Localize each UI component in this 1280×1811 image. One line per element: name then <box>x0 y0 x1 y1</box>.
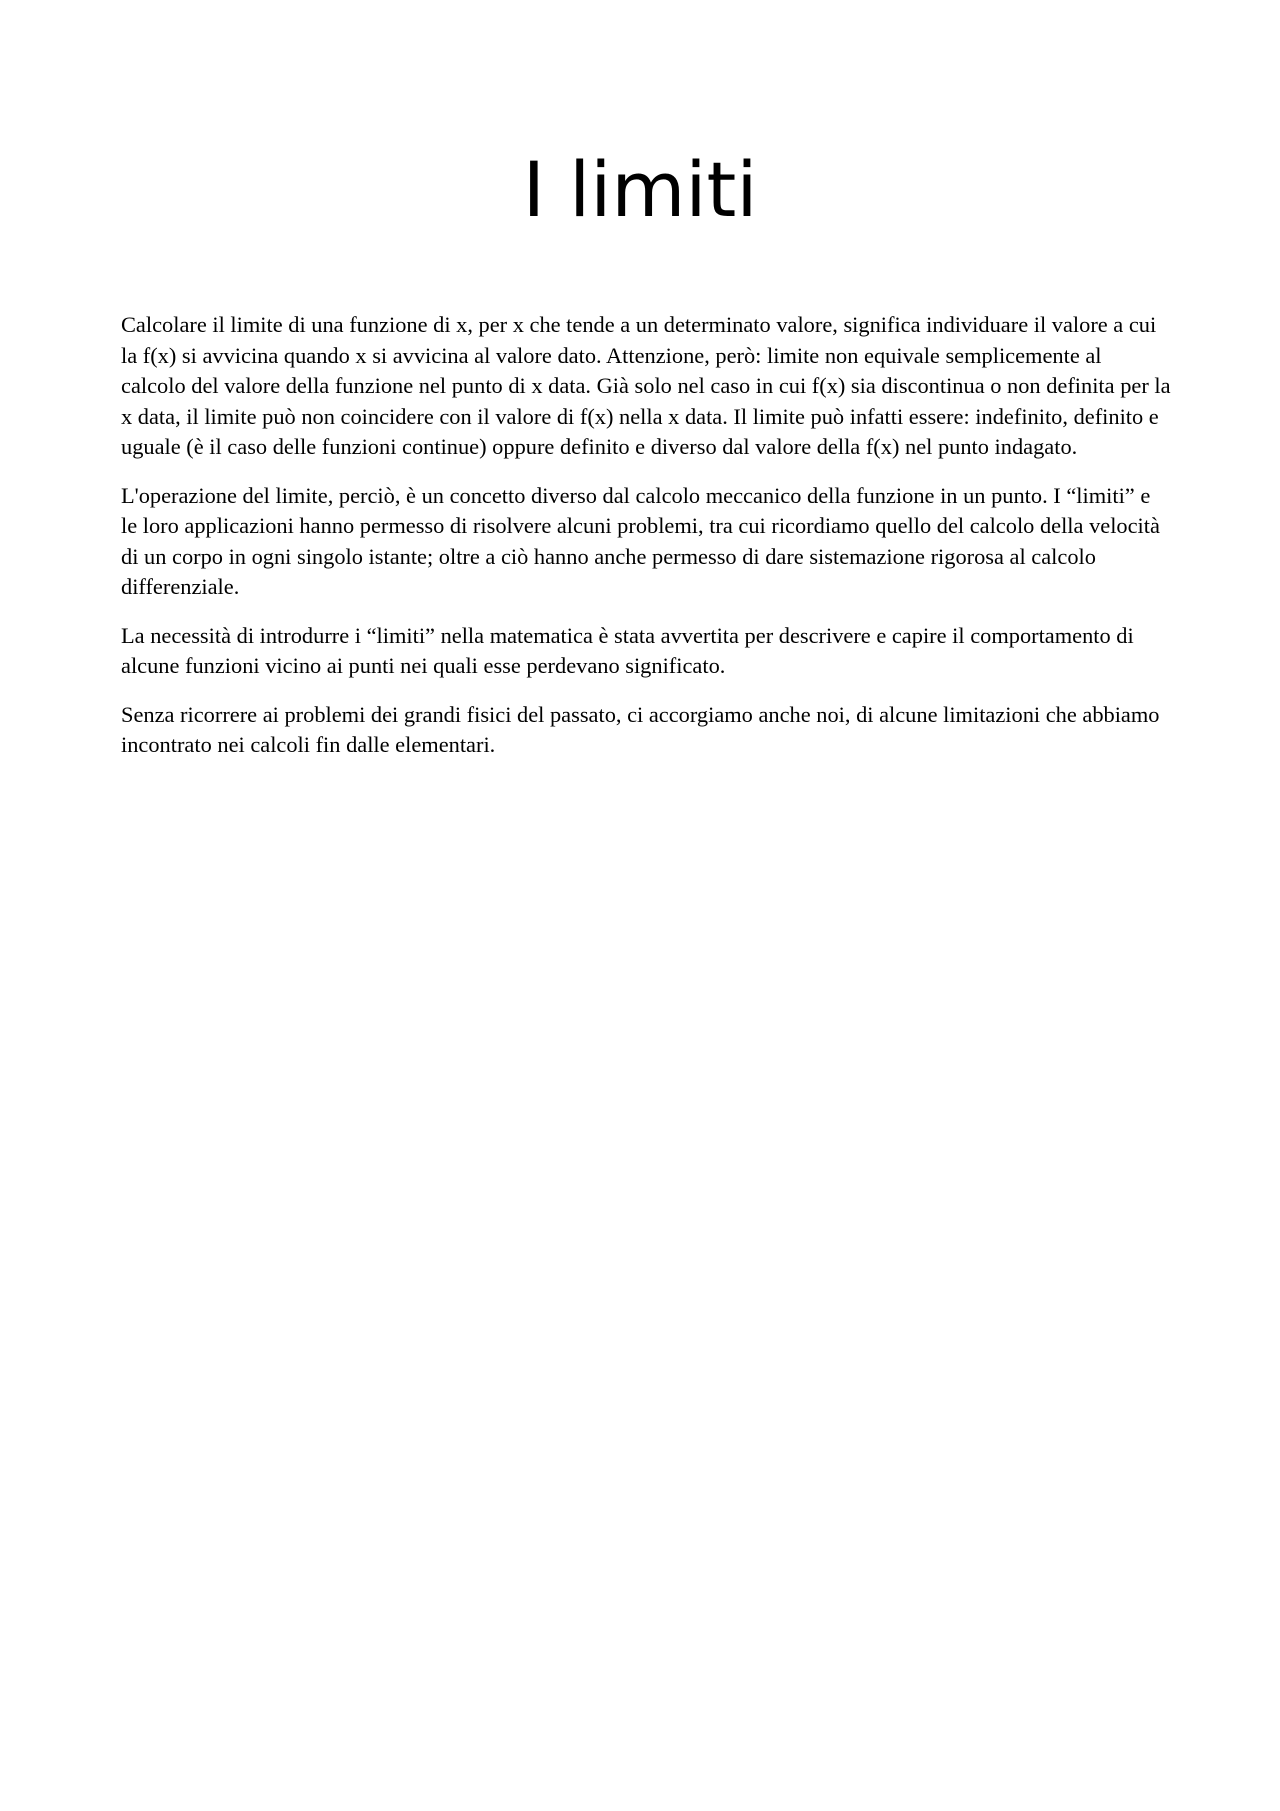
page-title: I limiti <box>522 145 758 234</box>
paragraph-1: Calcolare il limite di una funzione di x, per x che tende a un determinato valore, significa individuare il valore a cui la f(x) si avvicina quando x si avvicina al valore dato. Attenzione, però: limite non equivale semplicemente al calcolo del valore della funzione nel punto di x data. Già solo nel caso in cui f(x) sia discontinua o non definita per la x data, il limite può non coincidere con il valore di f(x) nella x data. Il limite può infatti essere: indefinito, definito e uguale (è il caso delle funzioni continue) oppure definito e diverso dal valore della f(x) nel punto indagato. <box>121 312 1171 459</box>
paragraph-2: L'operazione del limite, perciò, è un concetto diverso dal calcolo meccanico della funzione in un punto. I “limiti” e le loro applicazioni hanno permesso di risolvere alcuni problemi, tra cui ricordiamo quello del calcolo della velocità di un corpo in ogni singolo istante; oltre a ciò hanno anche permesso di dare sistemazione rigorosa al calcolo differenziale. <box>121 482 1160 599</box>
paragraph-3: La necessità di introdurre i “limiti” nella matematica è stata avvertita per descrivere e capire il comportamento di alcune funzioni vicino ai punti nei quali esse perdevano significato. <box>121 622 1134 678</box>
document-body <box>121 310 1171 779</box>
paragraph-4: Senza ricorrere ai problemi dei grandi fisici del passato, ci accorgiamo anche noi, di alcune limitazioni che abbiamo incontrato nei calcoli fin dalle elementari. <box>121 701 1160 757</box>
